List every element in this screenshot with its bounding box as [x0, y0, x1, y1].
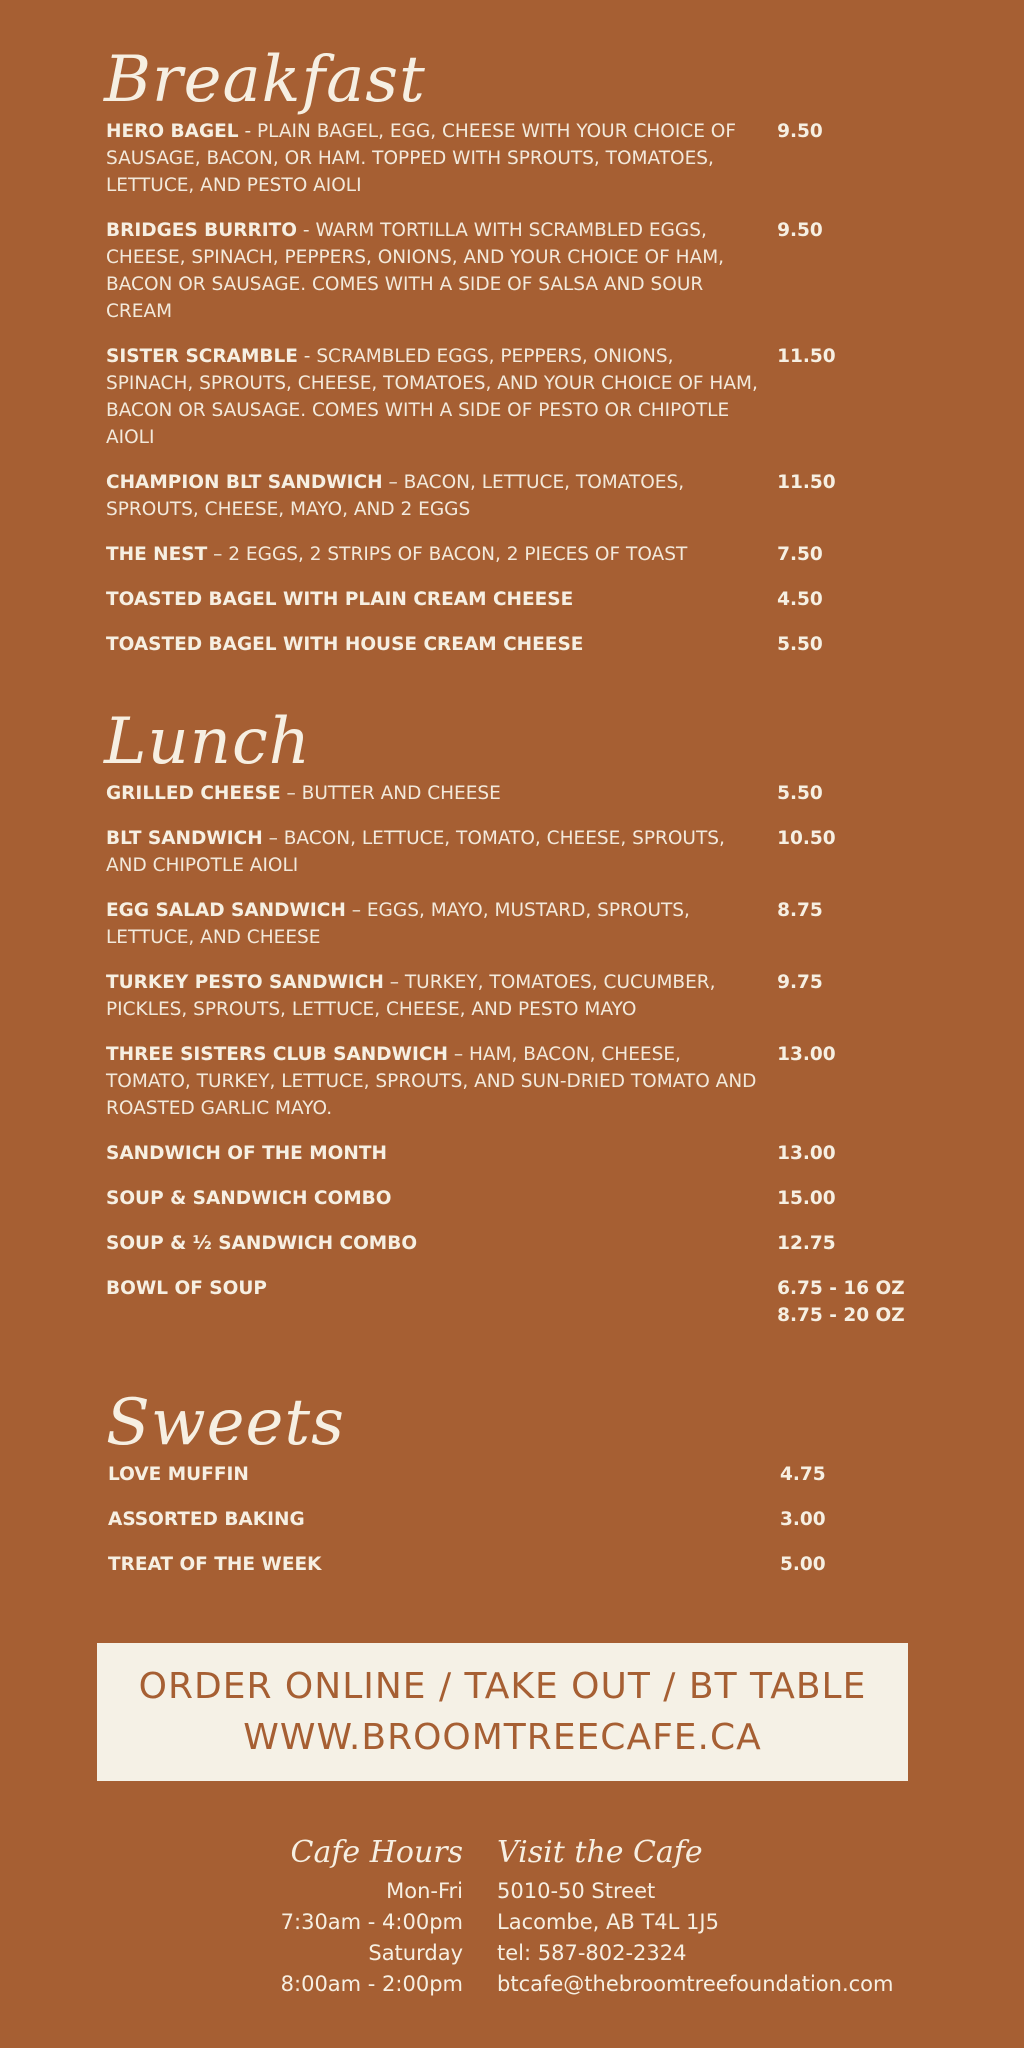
visit-cafe — [497, 1830, 957, 2000]
menu-item-name: BLT SANDWICH — [106, 828, 263, 849]
menu-item-text — [106, 1041, 765, 1122]
menu-item-text — [106, 825, 765, 879]
cafe-hours — [243, 1830, 463, 2000]
breakfast-items — [106, 118, 906, 658]
menu-item-name: THE NEST — [106, 544, 208, 565]
menu-item — [106, 1185, 906, 1212]
menu-item-separator: – — [447, 1044, 469, 1065]
menu-item — [106, 586, 906, 613]
menu-item-description: SCRAMBLED EGGS, PEPPERS, ONIONS, SPINACH, SPROUTS, CHEESE, TOMATOES, AND YOUR CHOICE OF HAM, BACON OR SAUSAGE. COMES WITH A SIDE OF PESTO OR CHIPOTLE AIOLI — [106, 346, 758, 448]
menu-item-separator: - — [297, 220, 316, 241]
phone-link[interactable]: tel: 587-802-2324 — [497, 1941, 687, 1965]
menu-item-text — [106, 343, 765, 451]
menu-item-separator: – — [207, 544, 229, 565]
menu-item-description: BUTTER AND CHEESE — [301, 783, 501, 804]
breakfast-section — [106, 40, 906, 676]
website-link[interactable]: WWW.BROOMTREECAFE.CA — [243, 1717, 762, 1758]
menu-item — [108, 1506, 908, 1533]
cafe-hours-title: Cafe Hours — [290, 1835, 463, 1870]
menu-item-text — [106, 897, 765, 951]
menu-item-text — [106, 217, 765, 325]
menu-item-description: EGGS, MAYO, MUSTARD, SPROUTS, LETTUCE, AND CHEESE — [106, 900, 690, 948]
menu-item — [106, 631, 906, 658]
menu-item-name: BOWL OF SOUP — [106, 1278, 267, 1299]
menu-item-price: 6.75 - 16 OZ 8.75 - 20 OZ — [777, 1278, 905, 1326]
menu-item-description: BACON, LETTUCE, TOMATOES, SPROUTS, CHEESE, MAYO, AND 2 EGGS — [106, 472, 685, 520]
hours-line: Mon-Fri — [386, 1879, 463, 1903]
menu-item — [106, 1230, 906, 1257]
hours-line: 7:30am - 4:00pm — [280, 1910, 463, 1934]
menu-item-price: 13.00 — [777, 1044, 836, 1065]
menu-item-name: TURKEY PESTO SANDWICH — [106, 972, 384, 993]
menu-item-text — [106, 969, 765, 1023]
menu-item — [106, 541, 906, 568]
order-online-banner[interactable] — [97, 1643, 908, 1781]
menu-item-text — [106, 631, 765, 658]
menu-item — [106, 897, 906, 951]
menu-item-price: 9.50 — [777, 121, 823, 142]
menu-item — [106, 343, 906, 451]
menu-item-price: 5.50 — [777, 634, 823, 655]
order-options-text: ORDER ONLINE / TAKE OUT / BT TABLE — [138, 1666, 867, 1707]
menu-item-text — [108, 1551, 768, 1578]
menu-item-name: EGG SALAD SANDWICH — [106, 900, 346, 921]
menu-item-price: 15.00 — [777, 1188, 836, 1209]
menu-item-description: PLAIN BAGEL, EGG, CHEESE WITH YOUR CHOICE OF SAUSAGE, BACON, OR HAM. TOPPED WITH SPROUTS, TOMATOES, LETTUCE, AND PESTO AIOLI — [106, 121, 736, 196]
menu-item-text — [106, 541, 765, 568]
menu-item-separator: - — [297, 346, 317, 367]
menu-item-name: LOVE MUFFIN — [108, 1464, 249, 1485]
menu-item-name: TOASTED BAGEL WITH PLAIN CREAM CHEESE — [106, 589, 574, 610]
menu-item — [106, 118, 906, 199]
menu-item-name: HERO BAGEL — [106, 121, 239, 142]
menu-item — [106, 469, 906, 523]
menu-item-price: 12.75 — [777, 1233, 836, 1254]
menu-item-name: TOASTED BAGEL WITH HOUSE CREAM CHEESE — [106, 634, 584, 655]
sweets-section — [108, 1383, 908, 1596]
menu-item-separator: – — [345, 900, 367, 921]
email-link[interactable]: btcafe@thebroomtreefoundation.com — [497, 1972, 894, 1996]
breakfast-title: Breakfast — [104, 43, 426, 117]
menu-item-text — [106, 780, 765, 807]
menu-item-price: 10.50 — [777, 828, 836, 849]
menu-item-price: 8.75 — [777, 900, 823, 921]
menu-item-name: ASSORTED BAKING — [108, 1509, 305, 1530]
menu-item — [106, 969, 906, 1023]
menu-item-text — [106, 469, 765, 523]
menu-item-price: 4.75 — [779, 1464, 826, 1485]
menu-item-description: TURKEY, TOMATOES, CUCUMBER, PICKLES, SPROUTS, LETTUCE, CHEESE, AND PESTO MAYO — [106, 972, 716, 1020]
menu-item-price: 9.50 — [777, 220, 823, 241]
hours-line: Saturday — [368, 1941, 463, 1965]
menu-item-separator: – — [382, 472, 404, 493]
menu-item-text — [106, 1275, 765, 1302]
address-street: 5010-50 Street — [497, 1879, 656, 1903]
menu-item — [108, 1461, 908, 1488]
menu-item-text — [108, 1506, 768, 1533]
menu-item-description: WARM TORTILLA WITH SCRAMBLED EGGS, CHEESE, SPINACH, PEPPERS, ONIONS, AND YOUR CHOICE OF HAM, BACON OR SAUSAGE. COMES WITH A SIDE OF SALSA AND SOUR CREAM — [106, 220, 725, 322]
menu-item-price: 11.50 — [777, 346, 836, 367]
menu-item-name: SOUP & ½ SANDWICH COMBO — [106, 1233, 418, 1254]
menu-item-separator: - — [238, 121, 257, 142]
sweets-title: Sweets — [106, 1386, 345, 1460]
footer — [250, 1830, 950, 2030]
menu-item-separator: – — [262, 828, 284, 849]
menu-item — [106, 780, 906, 807]
menu-item — [106, 1140, 906, 1167]
menu-item-price: 4.50 — [777, 589, 823, 610]
menu-item-price: 9.75 — [777, 972, 823, 993]
menu-item-text — [106, 586, 765, 613]
menu-item-name: GRILLED CHEESE — [106, 783, 281, 804]
menu-item — [106, 825, 906, 879]
menu-item-description: 2 EGGS, 2 STRIPS OF BACON, 2 PIECES OF TOAST — [228, 544, 688, 565]
sweets-items — [108, 1461, 908, 1578]
menu-item-price: 5.50 — [777, 783, 823, 804]
menu-item-name: CHAMPION BLT SANDWICH — [106, 472, 383, 493]
menu-item-name: SANDWICH OF THE MONTH — [106, 1143, 387, 1164]
menu-item-separator: – — [280, 783, 302, 804]
menu-item-price: 5.00 — [779, 1554, 826, 1575]
menu-item-name: THREE SISTERS CLUB SANDWICH — [106, 1044, 448, 1065]
lunch-section — [106, 702, 906, 1347]
lunch-title: Lunch — [104, 705, 311, 779]
menu-item-separator: – — [383, 972, 405, 993]
menu-item — [106, 217, 906, 325]
menu-item-price: 11.50 — [777, 472, 836, 493]
menu-item-text — [106, 1185, 765, 1212]
menu-item-price: 3.00 — [779, 1509, 826, 1530]
menu-item-text — [108, 1461, 768, 1488]
menu-item-text — [106, 1140, 765, 1167]
menu-item — [106, 1275, 906, 1329]
menu-item-name: SOUP & SANDWICH COMBO — [106, 1188, 392, 1209]
menu-item — [106, 1041, 906, 1122]
menu-item-price: 7.50 — [777, 544, 823, 565]
menu-item-name: TREAT OF THE WEEK — [108, 1554, 322, 1575]
hours-line: 8:00am - 2:00pm — [280, 1972, 463, 1996]
visit-title: Visit the Cafe — [497, 1835, 703, 1870]
menu-item-text — [106, 1230, 765, 1257]
lunch-items — [106, 780, 906, 1329]
menu-item-name: SISTER SCRAMBLE — [106, 346, 298, 367]
menu-item-text — [106, 118, 765, 199]
menu-item-description: BACON, LETTUCE, TOMATO, CHEESE, SPROUTS, AND CHIPOTLE AIOLI — [106, 828, 725, 876]
menu-item-description: HAM, BACON, CHEESE, TOMATO, TURKEY, LETTUCE, SPROUTS, AND SUN-DRIED TOMATO AND ROASTED GARLIC MAYO. — [106, 1044, 757, 1119]
menu-item-name: BRIDGES BURRITO — [106, 220, 298, 241]
menu-item — [108, 1551, 908, 1578]
address-city: Lacombe, AB T4L 1J5 — [497, 1910, 719, 1934]
menu-item-price: 13.00 — [777, 1143, 836, 1164]
